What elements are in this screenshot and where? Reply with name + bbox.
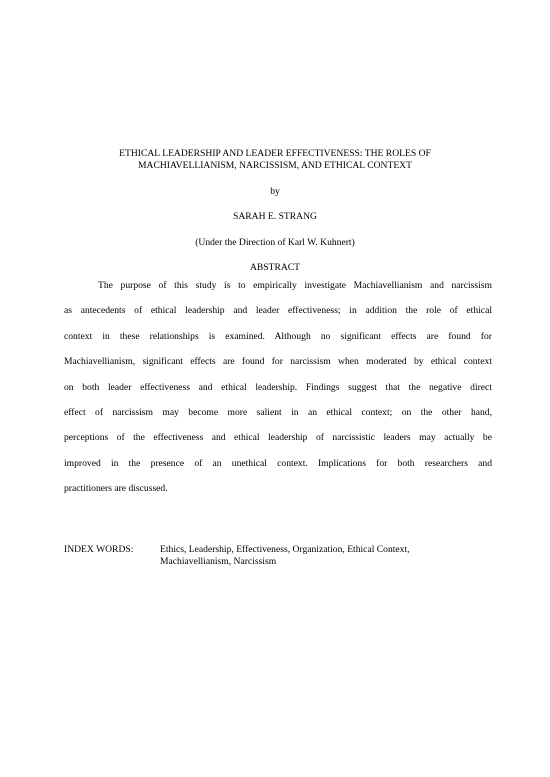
direction-line: (Under the Direction of Karl W. Kuhnert) <box>195 237 355 248</box>
index-words-line-1: Ethics, Leadership, Effectiveness, Organization, Ethical Context, <box>160 544 410 555</box>
title-line-2: MACHIAVELLIANISM, NARCISSISM, AND ETHICAL CONTEXT <box>138 159 412 171</box>
abstract-line: effect of narcissism may become more salient in an ethical context; on the other hand, <box>64 406 492 418</box>
abstract-line: practitioners are discussed. <box>64 483 168 495</box>
index-words-label: INDEX WORDS: <box>64 544 134 555</box>
abstract-line: Machiavellianism, significant effects are found for narcissism when moderated by ethical context <box>64 356 492 368</box>
author-name: SARAH E. STRANG <box>233 211 317 222</box>
abstract-heading: ABSTRACT <box>249 262 301 273</box>
abstract-line: perceptions of the effectiveness and ethical leadership of narcissistic leaders may actually be <box>64 432 492 444</box>
index-words-values <box>160 544 490 568</box>
index-words-line-2: Machiavellianism, Narcissism <box>160 556 277 567</box>
abstract-line: improved in the presence of an unethical context. Implications for both researchers and <box>64 457 492 469</box>
abstract-line: The purpose of this study is to empirically investigate Machiavellianism and narcissism <box>98 280 492 291</box>
abstract-line: context in these relationships is examined. Although no significant effects are found for <box>64 330 492 342</box>
title-line-1: ETHICAL LEADERSHIP AND LEADER EFFECTIVENESS: THE ROLES OF <box>119 148 431 159</box>
abstract-line: on both leader effectiveness and ethical leadership. Findings suggest that the negative direct <box>64 381 492 393</box>
abstract-line: as antecedents of ethical leadership and leader effectiveness; in addition the role of ethical <box>64 305 492 317</box>
by-line: by <box>270 186 280 197</box>
abstract-body <box>64 280 492 509</box>
document-title <box>80 148 470 171</box>
